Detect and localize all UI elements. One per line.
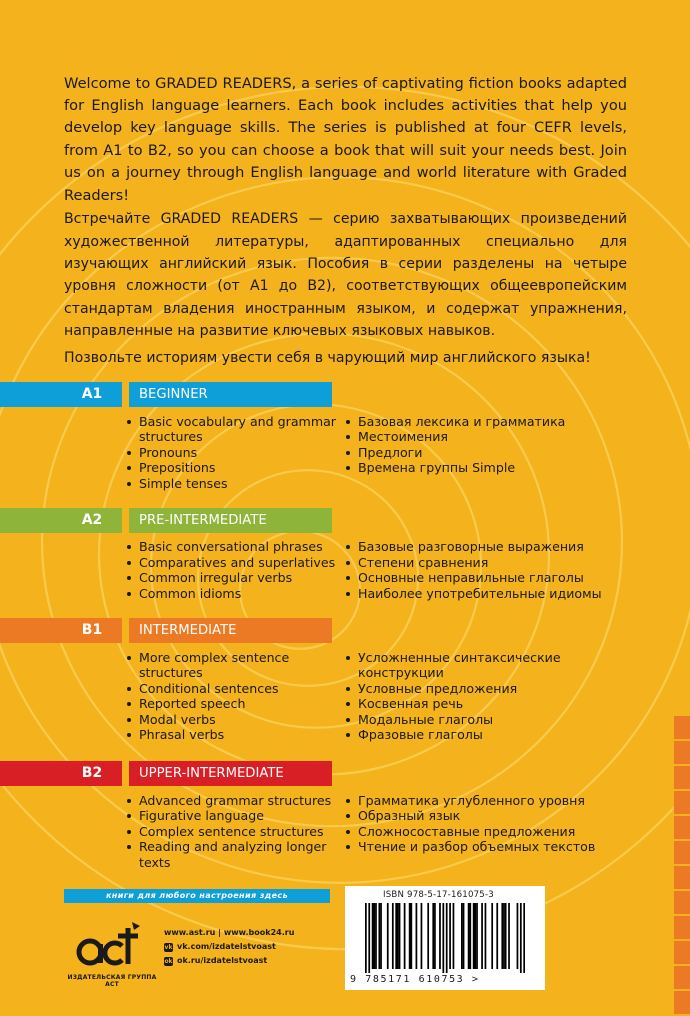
barcode-bar — [395, 903, 397, 969]
level-skills-russian — [344, 793, 614, 855]
barcode-bar — [446, 903, 448, 973]
level-name: BEGINNER — [129, 382, 332, 407]
list-item: Phrasal verbs — [125, 727, 340, 742]
barcode-bar — [378, 903, 380, 969]
list-item: Модальные глаголы — [344, 712, 614, 727]
list-item: Основные неправильные глаголы — [344, 570, 614, 586]
level-color-strip — [0, 508, 62, 533]
list-item: Conditional sentences — [125, 681, 340, 696]
list-item: Базовые разговорные выражения — [344, 539, 614, 555]
level-code: B1 — [62, 618, 122, 643]
barcode-bar — [373, 903, 375, 969]
level-code: A2 — [62, 508, 122, 533]
level-name: INTERMEDIATE — [129, 618, 332, 643]
ok-icon: ok — [164, 957, 173, 965]
intro-russian: Встречайте GRADED READERS — серию захватывающих произведений художественной литературы, адаптированных специально для изучающих английский язык. Пособия в серии разделены на четыре уровня сложности (от A1 до B2), соответствующих общеевропейским стандартам владения иностранным языком, и содержат упражнения, направленные на развитие ключевых языковых навыков. — [64, 211, 627, 340]
barcode-bar — [372, 903, 374, 969]
intro-russian-closing: Позвольте историям увести себя в чарующий мир английского языка! — [64, 350, 591, 367]
barcode-bar — [399, 903, 401, 969]
list-item: Simple tenses — [125, 476, 340, 491]
barcode-bar — [503, 903, 505, 969]
list-item: Common idioms — [125, 586, 340, 602]
websites-row — [164, 926, 294, 940]
publisher-links — [164, 926, 294, 968]
list-item: Prepositions — [125, 460, 340, 475]
list-item: Предлоги — [344, 445, 614, 460]
level-color-strip — [0, 618, 62, 643]
list-item: Comparatives and superlatives — [125, 555, 340, 571]
list-item: Reported speech — [125, 696, 340, 711]
list-item: Грамматика углубленного уровня — [344, 793, 614, 808]
level-skills-english — [125, 539, 340, 601]
barcode-bar — [485, 903, 487, 969]
barcode-bar — [463, 903, 465, 969]
barcode-bar — [410, 903, 412, 969]
websites[interactable]: www.ast.ru | www.book24.ru — [164, 928, 295, 937]
ast-logo-icon — [74, 920, 144, 976]
barcode-bar — [365, 903, 367, 973]
barcode-bar — [392, 903, 394, 969]
barcode-bar — [505, 903, 507, 969]
barcode-bar — [434, 903, 436, 969]
list-item: Степени сравнения — [344, 555, 614, 571]
list-item: Косвенная речь — [344, 696, 614, 711]
level-skills-russian — [344, 650, 614, 742]
list-item: Complex sentence structures — [125, 824, 340, 839]
level-skills-english — [125, 650, 340, 742]
barcode-bar — [469, 903, 471, 969]
list-item: Времена группы Simple — [344, 460, 614, 475]
barcode-bar — [387, 903, 389, 969]
isbn-barcode-box — [345, 886, 545, 990]
list-item: Сложносоставные предложения — [344, 824, 614, 839]
barcode-digits: 9 785171 610753 > — [350, 974, 480, 985]
barcode-bar — [368, 903, 370, 973]
vk-row — [164, 940, 294, 954]
barcode-bar — [491, 903, 493, 969]
spine-stripes — [674, 716, 690, 1000]
list-item: Условные предложения — [344, 681, 614, 696]
barcode-bar — [468, 903, 470, 969]
publisher-tagline: книги для любого настроения здесь — [64, 889, 330, 903]
list-item: Basic vocabulary and grammar structures — [125, 414, 340, 445]
level-code: B2 — [62, 761, 122, 786]
barcode — [365, 903, 525, 973]
ok-row — [164, 954, 294, 968]
list-item: Фразовые глаголы — [344, 727, 614, 742]
list-item: Basic conversational phrases — [125, 539, 340, 555]
barcode-bar — [416, 903, 418, 969]
barcode-bar — [409, 903, 411, 969]
barcode-bar — [481, 903, 483, 969]
level-color-strip — [0, 382, 62, 407]
barcode-bar — [496, 903, 498, 969]
list-item: Наиболее употребительные идиомы — [344, 586, 614, 602]
list-item: Базовая лексика и грамматика — [344, 414, 614, 429]
list-item: Образный язык — [344, 808, 614, 823]
list-item: Figurative language — [125, 808, 340, 823]
barcode-bar — [476, 903, 478, 969]
vk-link[interactable]: vk.com/izdatelstvoast — [177, 942, 276, 951]
barcode-bar — [473, 903, 475, 969]
barcode-bar — [380, 903, 382, 969]
list-item: Pronouns — [125, 445, 340, 460]
barcode-bar — [523, 903, 525, 973]
barcode-bar — [520, 903, 522, 973]
ok-link[interactable]: ok.ru/izdatelstvoast — [177, 956, 268, 965]
barcode-bar — [432, 903, 434, 969]
barcode-bar — [461, 903, 463, 969]
level-name: UPPER-INTERMEDIATE — [129, 761, 332, 786]
barcode-bar — [404, 903, 406, 969]
list-item: Reading and analyzing longer texts — [125, 839, 340, 870]
barcode-bar — [439, 903, 441, 969]
list-item: More complex sentence structures — [125, 650, 340, 681]
barcode-bar — [442, 903, 444, 973]
level-name: PRE-INTERMEDIATE — [129, 508, 332, 533]
level-skills-russian — [344, 539, 614, 601]
level-code: A1 — [62, 382, 122, 407]
level-color-strip — [0, 761, 62, 786]
barcode-bar — [397, 903, 399, 969]
vk-icon: vk — [164, 943, 173, 951]
barcode-bar — [375, 903, 377, 969]
level-skills-russian — [344, 414, 614, 476]
barcode-bar — [508, 903, 510, 969]
barcode-bar — [449, 903, 451, 969]
list-item: Чтение и разбор объемных текстов — [344, 839, 614, 854]
list-item: Местоимения — [344, 429, 614, 444]
level-skills-english — [125, 793, 340, 870]
isbn-label: ISBN 978-5-17-161075-3 — [383, 890, 494, 900]
logo-caption: ИЗДАТЕЛЬСКАЯ ГРУППА АСТ — [67, 974, 157, 988]
intro-english: Welcome to GRADED READERS, a series of captivating fiction books adapted for English language learners. Each book includes activities that help you develop key language skills. The series is published at four CEFR levels, from A1 to B2, so you can choose a book that will suit your needs best. Join us on a journey through English language and world literature with Graded Readers! — [64, 74, 627, 204]
list-item: Усложненные синтаксические конструкции — [344, 650, 614, 681]
logo-text: аст — [74, 920, 76, 921]
barcode-bar — [517, 903, 519, 969]
barcode-bar — [421, 903, 423, 969]
barcode-bar — [453, 903, 455, 969]
list-item: Modal verbs — [125, 712, 340, 727]
barcode-bar — [501, 903, 503, 969]
level-skills-english — [125, 414, 340, 491]
list-item: Advanced grammar structures — [125, 793, 340, 808]
barcode-bar — [427, 903, 429, 969]
barcode-bar — [474, 903, 476, 969]
list-item: Common irregular verbs — [125, 570, 340, 586]
